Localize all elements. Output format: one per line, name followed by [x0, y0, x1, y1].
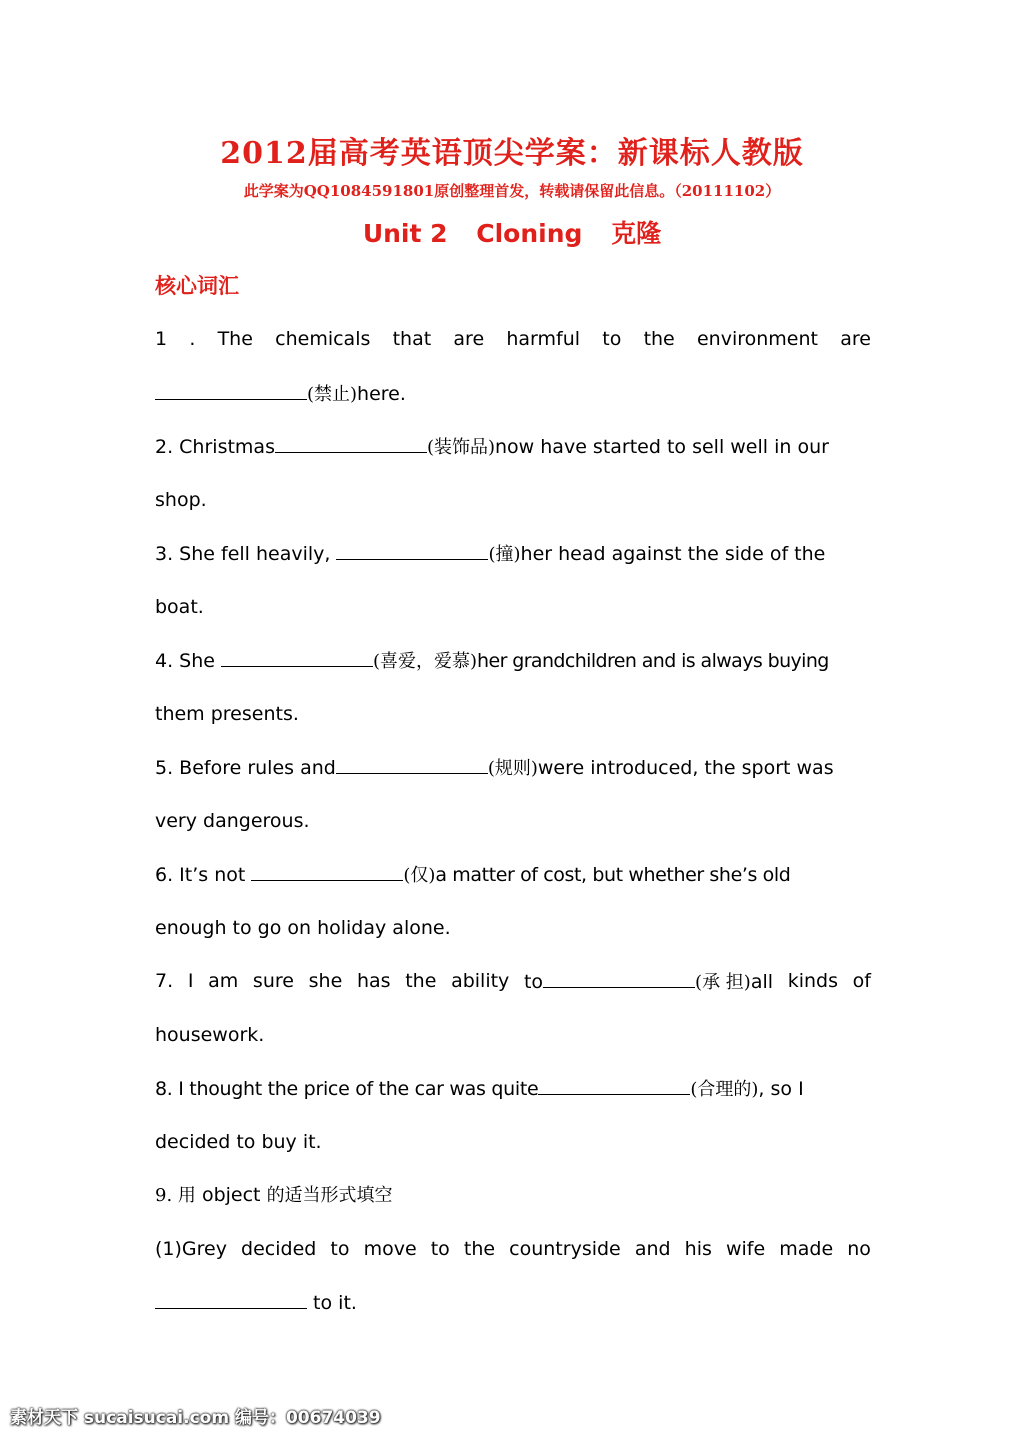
q9-label-prefix: 9. 用 [155, 1185, 196, 1206]
q9-word: no [847, 1238, 871, 1260]
q7-word-blank-group [524, 969, 773, 995]
q6-after: a matter of cost, but whether she’s old [435, 864, 791, 886]
q7-word: am [208, 970, 239, 992]
q3-answer-blank[interactable] [336, 541, 488, 560]
section-title: 核心词汇 [155, 273, 239, 298]
q6-hint: (仅) [403, 865, 436, 886]
question-8-line-1 [155, 1076, 871, 1102]
q1-word: that [392, 328, 432, 350]
q7-word: has [356, 970, 391, 992]
q1-after: here. [357, 383, 406, 405]
q9-word: move [363, 1238, 417, 1260]
document-subtitle: 此学案为QQ1084591801原创整理首发，转载请保留此信息。（20111102） [243, 182, 781, 200]
unit-name: Cloning [476, 219, 583, 248]
question-5-line-2: very dangerous. [155, 810, 310, 832]
unit-name-cn: 克隆 [611, 219, 662, 248]
q7-word: she [308, 970, 343, 992]
q9-word: and [634, 1238, 671, 1260]
q1-word: are [453, 328, 485, 350]
q5-after: were introduced, the sport was [537, 757, 834, 779]
question-4-line-1 [155, 648, 871, 674]
q2-before: 2. Christmas [155, 436, 275, 458]
site-watermark: 素材天下 sucaisucai.com 编号：00674039 [10, 1408, 381, 1428]
q6-answer-blank[interactable] [251, 862, 403, 881]
q1-word: the [643, 328, 675, 350]
question-4-line-2: them presents. [155, 703, 299, 725]
q6-before: 6. It’s not [155, 864, 252, 886]
q9-word: to [430, 1238, 450, 1260]
question-1-line-2 [155, 381, 871, 407]
q2-after: now have started to sell well in our [495, 436, 829, 458]
q7-word: kinds [787, 970, 838, 992]
q9-word: to [330, 1238, 350, 1260]
q1-answer-blank[interactable] [155, 381, 307, 400]
q4-after: her grandchildren and is always buying [477, 650, 829, 672]
q1-word: harmful [506, 328, 581, 350]
q8-hint: (合理的) [690, 1079, 759, 1100]
q5-answer-blank[interactable] [336, 755, 488, 774]
q7-hint: (承 担) [695, 972, 751, 993]
q1-word: chemicals [275, 328, 371, 350]
question-3-line-2: boat. [155, 596, 204, 618]
question-2-line-2: shop. [155, 489, 207, 511]
question-9-label [155, 1183, 871, 1208]
q9-word: his [684, 1238, 712, 1260]
q8-answer-blank[interactable] [538, 1076, 690, 1095]
q1-hint: (禁止) [307, 384, 358, 405]
q3-hint: (撞) [488, 544, 521, 565]
q9-word: the [463, 1238, 496, 1260]
q1-word: to [602, 328, 622, 350]
q7-word: of [852, 970, 871, 992]
question-3-line-1 [155, 541, 871, 567]
q7-word: all [750, 971, 774, 993]
question-1-line-1 [155, 327, 871, 351]
q7-word: ability [451, 970, 510, 992]
q2-answer-blank[interactable] [275, 434, 427, 453]
q2-hint: (装饰品) [426, 437, 496, 458]
q9-answer-blank[interactable] [155, 1290, 307, 1309]
question-9-1-line-2 [155, 1290, 871, 1315]
question-9-1-line-1 [155, 1237, 871, 1261]
q8-before: 8. I thought the price of the car was quite [155, 1078, 539, 1100]
q5-hint: (规则) [487, 758, 538, 779]
q8-after: , so I [758, 1078, 804, 1100]
q4-before: 4. She [155, 650, 221, 672]
q9-word: decided [241, 1238, 317, 1260]
question-8-line-2: decided to buy it. [155, 1131, 322, 1153]
q1-word: environment [696, 328, 818, 350]
q7-word: sure [252, 970, 294, 992]
q9-word: wife [725, 1238, 766, 1260]
unit-number: Unit 2 [362, 219, 448, 248]
unit-heading [0, 214, 1024, 250]
q7-answer-blank[interactable] [543, 969, 695, 988]
q5-before: 5. Before rules and [155, 757, 336, 779]
q7-word: I [187, 970, 194, 992]
question-6-line-2: enough to go on holiday alone. [155, 917, 451, 939]
q9-label-suffix: 的适当形式填空 [266, 1185, 393, 1206]
q1-word: are [840, 328, 871, 350]
q3-before: 3. She fell heavily, [155, 543, 337, 565]
q4-hint: (喜爱，爱慕) [373, 651, 478, 672]
question-7-line-2: housework. [155, 1024, 265, 1046]
q9-word: (1)Grey [155, 1238, 227, 1260]
question-2-line-1 [155, 434, 871, 460]
q7-word: the [405, 970, 437, 992]
q9-word: made [779, 1238, 834, 1260]
question-5-line-1 [155, 755, 871, 781]
q1-word: The [217, 328, 253, 350]
q7-word: to [523, 971, 544, 993]
q9-word: countryside [509, 1238, 621, 1260]
q1-word: . [189, 328, 196, 350]
q9-label-word: object [201, 1184, 261, 1206]
document-title: 2012届高考英语顶尖学案：新课标人教版 [220, 136, 804, 171]
q9-after: to it. [313, 1292, 357, 1314]
question-6-line-1 [155, 862, 871, 888]
question-7-line-1 [155, 969, 871, 995]
q4-answer-blank[interactable] [221, 648, 373, 667]
q7-word: 7. [155, 970, 174, 992]
q3-after: her head against the side of the [520, 543, 826, 565]
q1-word: 1 [155, 328, 168, 350]
